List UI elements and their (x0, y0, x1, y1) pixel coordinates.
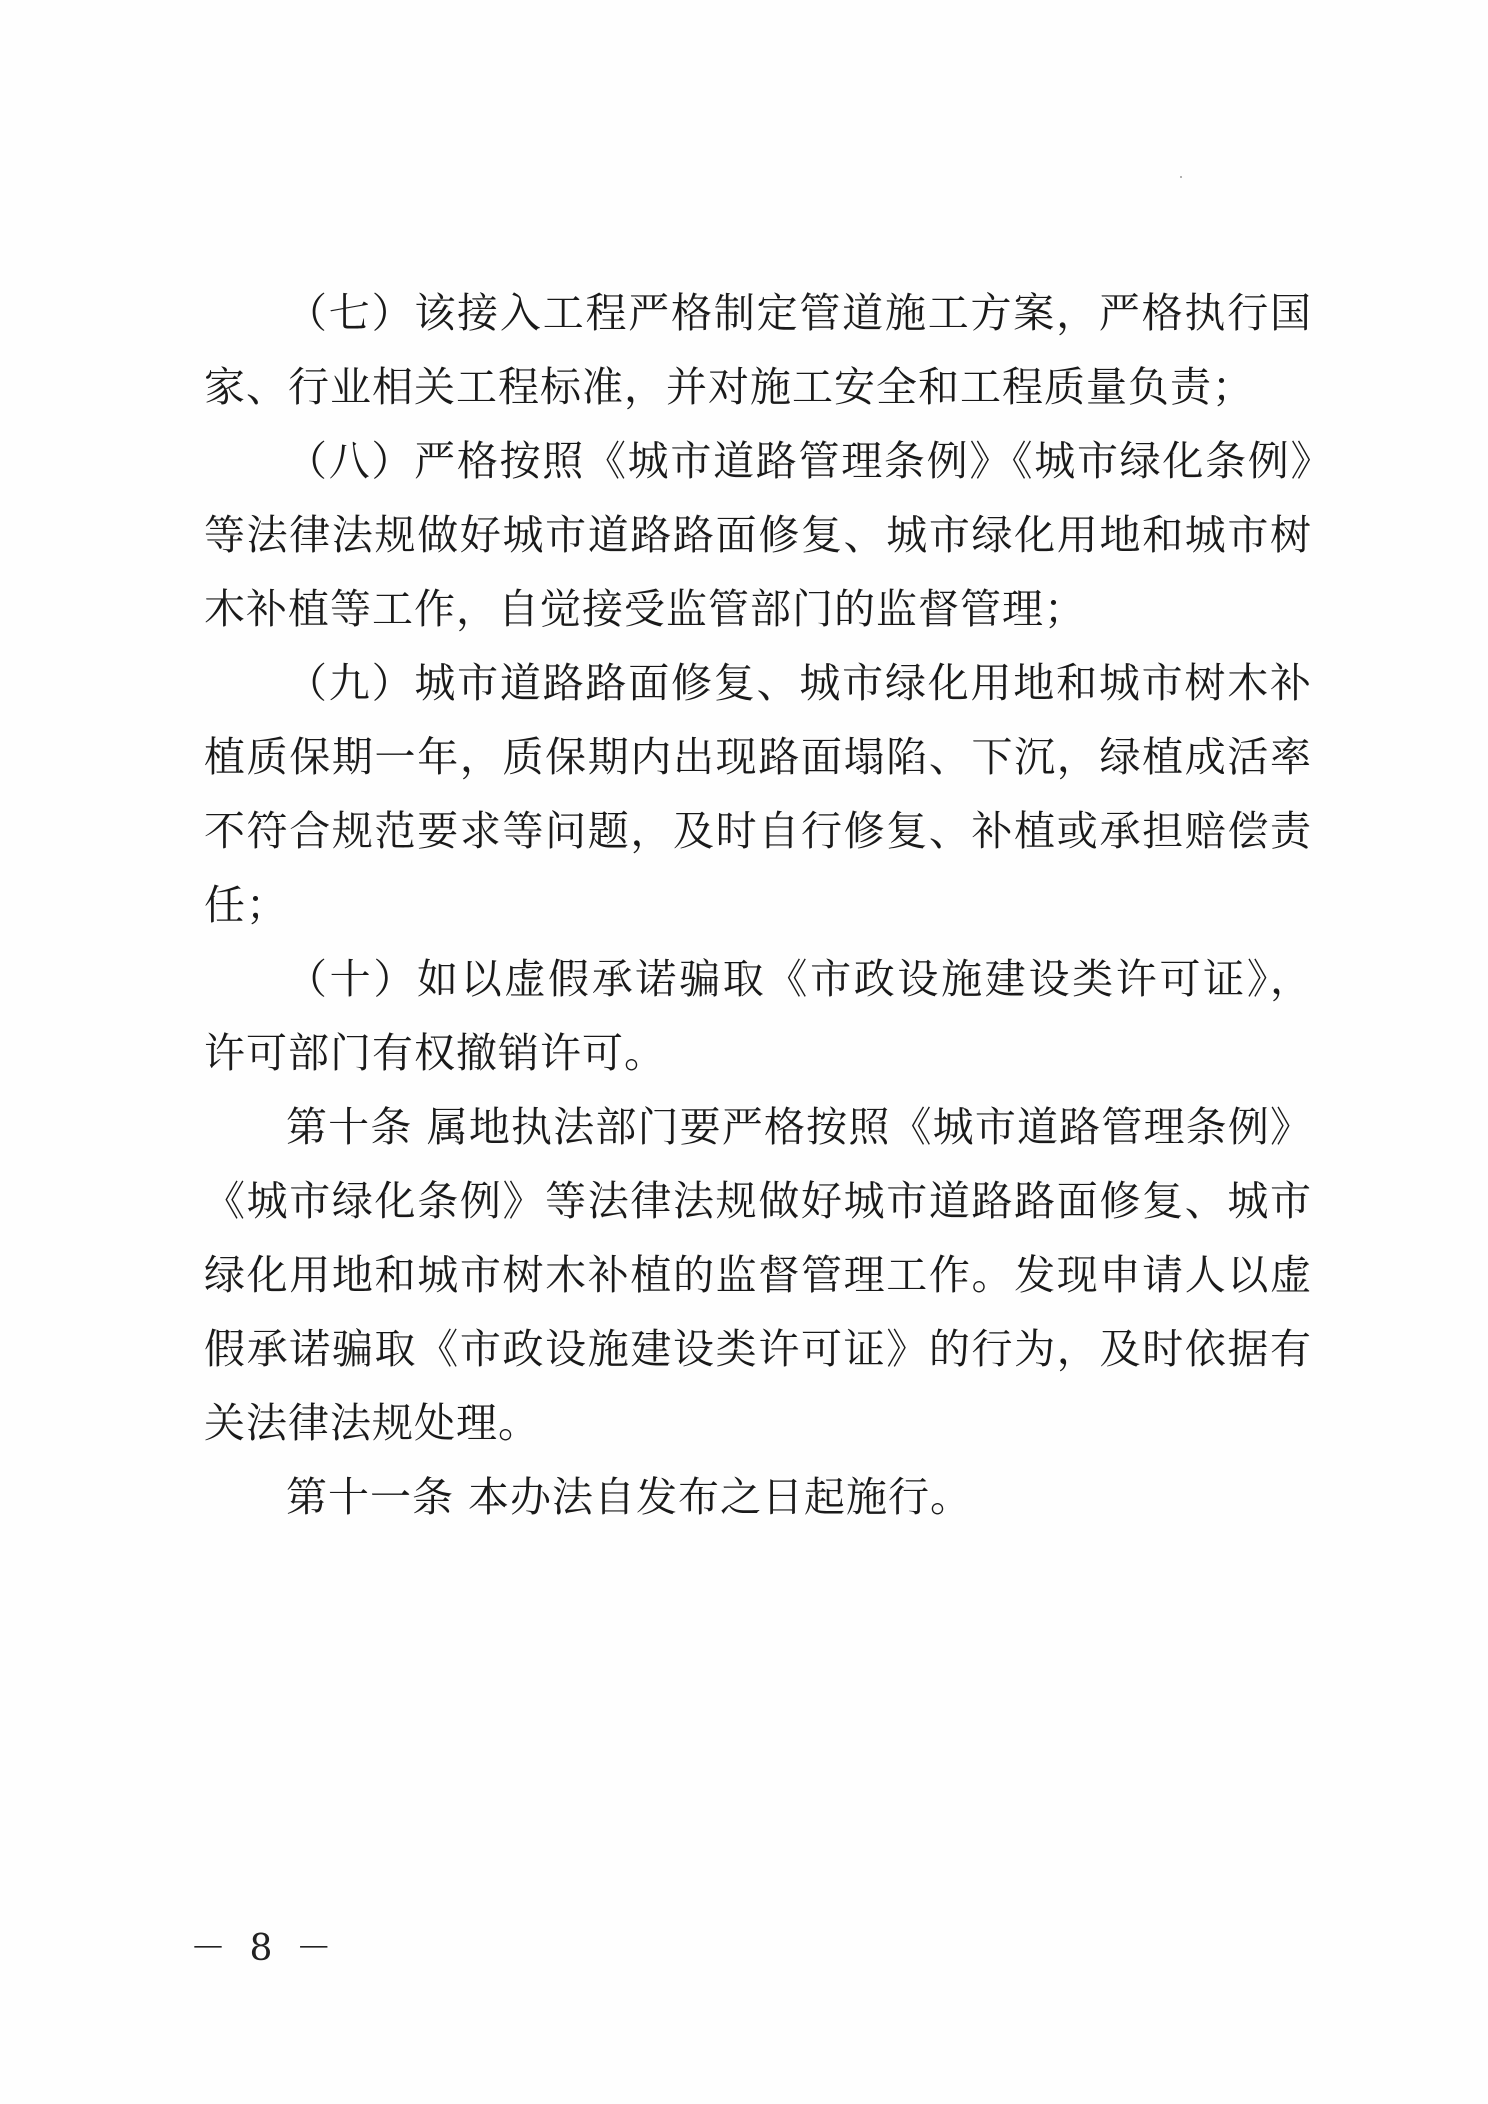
document-body (204, 276, 1312, 1534)
scan-speck (1180, 176, 1182, 178)
paragraph-article-10: 第十条 属地执法部门要严格按照《城市道路管理条例》《城市绿化条例》等法律法规做好城市道路路面修复、城市绿化用地和城市树木补植的监督管理工作。发现申请人以虚假承诺骗取《市政设施建设类许可证》的行为，及时依据有关法律法规处理。 (204, 1103, 1312, 1447)
page-number: － 8 － (190, 1928, 338, 1969)
paragraph-item-9: （九）城市道路路面修复、城市绿化用地和城市树木补植质保期一年，质保期内出现路面塌陷、下沉，绿植成活率不符合规范要求等问题，及时自行修复、补植或承担赔偿责任； (204, 659, 1312, 929)
paragraph-article-11: 第十一条 本办法自发布之日起施行。 (286, 1473, 973, 1521)
paragraph-item-8: （八）严格按照《城市道路管理条例》《城市绿化条例》等法律法规做好城市道路路面修复、城市绿化用地和城市树木补植等工作，自觉接受监管部门的监督管理； (204, 437, 1312, 633)
paragraph-item-7: （七）该接入工程严格制定管道施工方案，严格执行国家、行业相关工程标准，并对施工安全和工程质量负责； (204, 289, 1312, 411)
paragraph-item-10: （十）如以虚假承诺骗取《市政设施建设类许可证》，许可部门有权撤销许可。 (204, 955, 1312, 1077)
